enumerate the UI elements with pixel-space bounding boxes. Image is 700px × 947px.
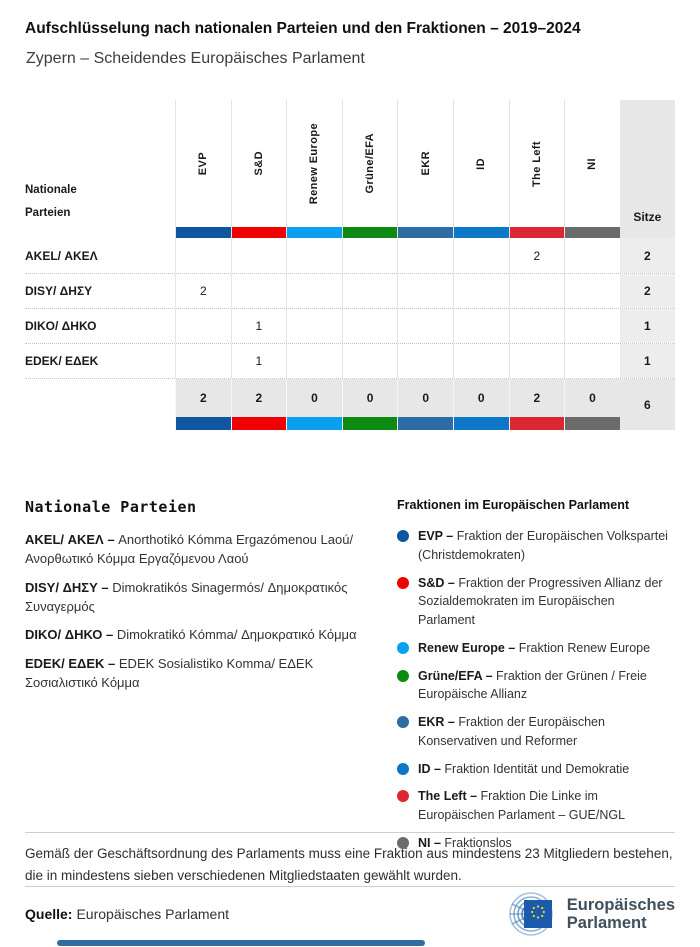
page-title: Aufschlüsselung nach nationalen Parteien und den Fraktionen – 2019–2024: [25, 20, 581, 37]
seat-cell: [453, 309, 509, 343]
seat-cell: [342, 344, 398, 378]
totals-cell: 0: [397, 379, 453, 430]
divider: [25, 886, 675, 887]
faction-color-dot: [397, 670, 409, 682]
legend-item: EKR – Fraktion der Europäischen Konservativen und Reformer: [397, 713, 675, 751]
seat-cell: [397, 344, 453, 378]
seat-cell: [175, 238, 231, 273]
seat-cell: [342, 309, 398, 343]
faction-color-dot: [397, 716, 409, 728]
totals-cell: 0: [564, 379, 620, 430]
national-parties-legend: [25, 498, 397, 862]
legend-item: S&D – Fraktion der Progressiven Allianz der Sozialdemokraten im Europäischen Parlament: [397, 574, 675, 630]
seat-cell: 2: [175, 274, 231, 308]
totals-empty-cell: [25, 379, 175, 430]
grand-total-seats: 6: [620, 379, 675, 430]
legend-item: NI – Fraktionslos: [397, 834, 675, 853]
totals-cell: 0: [342, 379, 398, 430]
party-name: DIKO/ ΔΗΚΟ: [25, 319, 97, 333]
faction-color-bar: [398, 417, 453, 430]
legend-item: DISY/ ΔΗΣΥ – Dimokratikós Sinagermós/ Δημοκρατικός Συναγερμός: [25, 579, 348, 614]
source-label: Quelle:: [25, 906, 73, 922]
page-subtitle: Zypern – Scheidendes Europäisches Parlament: [26, 50, 365, 67]
seat-cell: [231, 238, 287, 273]
faction-color-dot: [397, 577, 409, 589]
totals-cell: 0: [453, 379, 509, 430]
legend-item: AKEL/ ΑΚΕΛ – Anorthotikó Kómma Ergazómenou Laoú/ Ανορθωτικό Κόμμα Εργαζόμενου Λαού: [25, 532, 354, 566]
seat-cell: [175, 309, 231, 343]
column-header-ekr: [397, 100, 453, 238]
faction-color-bar: [565, 227, 620, 238]
table-row: [25, 273, 675, 308]
ep-logo-wordmark: Europäisches Parlament: [566, 895, 675, 932]
legend-item: DIKO/ ΔΗΚΟ – Dimokratikó Kómma/ Δημοκρατικό Κόμμα: [25, 627, 357, 643]
european-parliament-logo: [497, 891, 675, 937]
national-parties-header-cell: [25, 100, 175, 238]
row-total-seats: 2: [620, 238, 675, 273]
faction-color-dot: [397, 642, 409, 654]
column-header-greens: [342, 100, 398, 238]
faction-abbr: The Left: [530, 140, 543, 187]
seat-cell: [564, 309, 620, 343]
row-total-seats: 1: [620, 344, 675, 378]
faction-color-bar: [510, 417, 565, 430]
faction-color-bar: [176, 227, 231, 238]
legend-item: EVP – Fraktion der Europäischen Volkspartei (Christdemokraten): [397, 527, 675, 565]
totals-cell: 2: [231, 379, 287, 430]
horizontal-scrollbar[interactable]: [0, 939, 700, 947]
source-credit: Quelle: Europäisches Parlament: [25, 906, 229, 922]
row-total-seats: 2: [620, 274, 675, 308]
faction-color-dot: [397, 790, 409, 802]
seat-cell: [286, 238, 342, 273]
factions-legend-title: Fraktionen im Europäischen Parlament: [397, 498, 630, 512]
totals-cell: 0: [286, 379, 342, 430]
party-name: DISY/ ΔΗΣΥ: [25, 284, 93, 298]
faction-color-bar: [343, 227, 398, 238]
faction-abbr: NI: [586, 157, 599, 170]
faction-color-bar: [343, 417, 398, 430]
faction-color-dot: [397, 530, 409, 542]
seats-table: [25, 100, 675, 430]
faction-color-bar: [398, 227, 453, 238]
source-row: [25, 890, 675, 938]
ep-hemicycle-flag-icon: [497, 891, 559, 937]
table-totals-row: [25, 378, 675, 430]
seats-label: Sitze: [633, 210, 662, 224]
faction-color-bar: [232, 417, 287, 430]
table-header-row: [25, 100, 675, 238]
faction-abbr: ID: [475, 157, 488, 170]
legend-item: ID – Fraktion Identität und Demokratie: [397, 760, 675, 779]
column-header-renew: [286, 100, 342, 238]
seat-cell: [286, 274, 342, 308]
column-header-theleft: [509, 100, 565, 238]
seat-cell: [564, 274, 620, 308]
seat-cell: 2: [509, 238, 565, 273]
seat-cell: [564, 238, 620, 273]
faction-color-bar: [287, 227, 342, 238]
table-row: [25, 308, 675, 343]
table-row: [25, 238, 675, 273]
legend-item: The Left – Fraktion Die Linke im Europäischen Parlament – GUE/NGL: [397, 787, 675, 825]
totals-cell: 2: [509, 379, 565, 430]
seat-cell: [231, 274, 287, 308]
faction-color-bar: [232, 227, 287, 238]
faction-color-dot: [397, 763, 409, 775]
totals-cell: 2: [175, 379, 231, 430]
faction-abbr: EKR: [419, 151, 432, 176]
column-header-sd: [231, 100, 287, 238]
seat-cell: [509, 344, 565, 378]
seat-cell: [175, 344, 231, 378]
legend-item: EDEK/ ΕΔΕΚ – EDEK Sosialistiko Komma/ ΕΔΕΚ Σοσιαλιστικό Κόμμα: [25, 656, 314, 691]
column-header-ni: [564, 100, 620, 238]
divider: [25, 832, 675, 833]
faction-abbr: Renew Europe: [308, 122, 321, 205]
legend-item: Grüne/EFA – Fraktion der Grünen / Freie Europäische Allianz: [397, 667, 675, 705]
faction-color-bar: [510, 227, 565, 238]
seat-cell: [564, 344, 620, 378]
seat-cell: 1: [231, 344, 287, 378]
seat-cell: [342, 274, 398, 308]
seat-cell: [397, 238, 453, 273]
national-parties-legend-title: Nationale Parteien: [25, 498, 197, 516]
seat-cell: [397, 274, 453, 308]
faction-abbr: S&D: [252, 151, 265, 176]
row-total-seats: 1: [620, 309, 675, 343]
faction-color-bar: [176, 417, 231, 430]
seat-cell: [509, 274, 565, 308]
seat-cell: [509, 309, 565, 343]
faction-color-bar: [287, 417, 342, 430]
seat-cell: [453, 238, 509, 273]
column-header-seats: [620, 100, 675, 238]
seat-cell: [342, 238, 398, 273]
faction-abbr: EVP: [197, 151, 210, 176]
faction-abbr: Grüne/EFA: [364, 133, 377, 194]
scrollbar-thumb[interactable]: [57, 940, 425, 946]
national-parties-label: Nationale Parteien: [25, 184, 77, 219]
column-header-id: [453, 100, 509, 238]
party-name: EDEK/ ΕΔΕΚ: [25, 354, 99, 368]
seat-cell: [286, 344, 342, 378]
faction-color-bar: [565, 417, 620, 430]
seat-cell: 1: [231, 309, 287, 343]
seat-cell: [286, 309, 342, 343]
seat-cell: [453, 344, 509, 378]
faction-color-bar: [454, 227, 509, 238]
faction-color-bar: [454, 417, 509, 430]
legend-section: [25, 498, 675, 862]
footnote: Gemäß der Geschäftsordnung des Parlaments muss eine Fraktion aus mindestens 23 Mitgliedern bestehen, die in mindestens sieben verschiedenen Mitgliedstaaten gewählt wurden.: [25, 846, 673, 883]
seat-cell: [397, 309, 453, 343]
column-header-evp: [175, 100, 231, 238]
party-name: AKEL/ ΑΚΕΛ: [25, 248, 98, 263]
legend-item: Renew Europe – Fraktion Renew Europe: [397, 639, 675, 658]
table-row: [25, 343, 675, 378]
factions-legend: [397, 498, 675, 862]
seat-cell: [453, 274, 509, 308]
